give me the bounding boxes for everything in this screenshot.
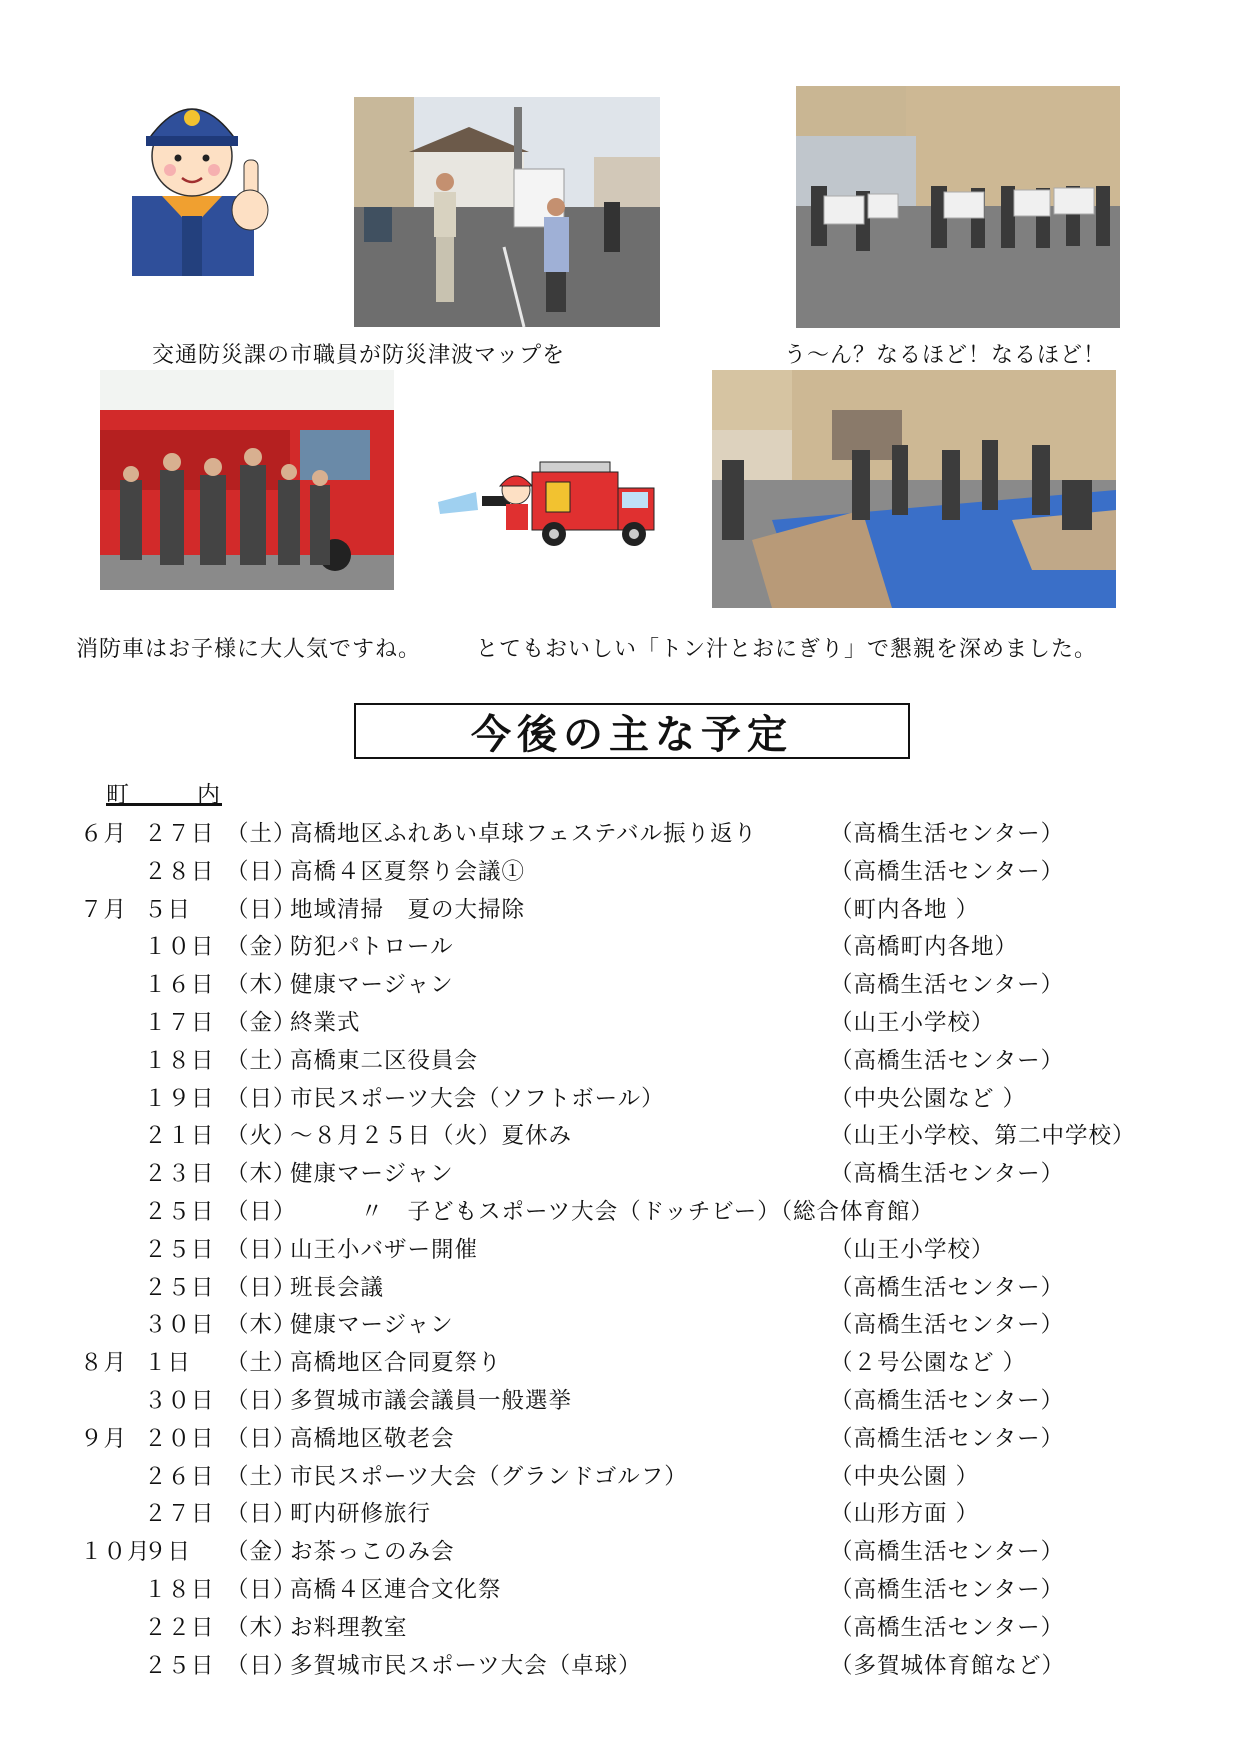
- schedule-event: 高橋地区合同夏祭り: [290, 1350, 502, 1377]
- schedule-place: （高橋生活センター）: [830, 1425, 1065, 1452]
- section-label-part-a: 町: [106, 782, 129, 808]
- schedule-place: （高橋生活センター）: [830, 1614, 1065, 1641]
- schedule-event: 〃 子どもスポーツ大会（ドッチビー）（総合体育館）: [290, 1198, 935, 1225]
- schedule-day: ２２日: [144, 1614, 215, 1641]
- schedule-day: ３０日: [144, 1312, 215, 1339]
- schedule-weekday: （日）: [226, 1652, 297, 1679]
- schedule-place: （高橋生活センター）: [830, 1387, 1065, 1414]
- schedule-day: ２５日: [144, 1198, 215, 1225]
- schedule-weekday: （金）: [226, 934, 297, 961]
- schedule-event: 高橋４区連合文化祭: [290, 1576, 502, 1603]
- schedule-event: 多賀城市民スポーツ大会（卓球）: [290, 1652, 642, 1679]
- schedule-event: 多賀城市議会議員一般選挙: [290, 1387, 573, 1414]
- schedule-day: １９日: [144, 1085, 215, 1112]
- schedule-event: 健康マージャン: [290, 1312, 454, 1339]
- schedule-month: ７月: [80, 896, 128, 923]
- schedule-place: （町内各地 ）: [830, 896, 980, 923]
- schedule-weekday: （日）: [226, 1085, 297, 1112]
- schedule-weekday: （日）: [226, 858, 297, 885]
- schedule-event: 防犯パトロール: [290, 934, 454, 961]
- schedule-day: １日: [144, 1350, 192, 1377]
- schedule-place: （２号公園など ）: [830, 1350, 1027, 1377]
- schedule-row: [80, 1345, 1160, 1383]
- schedule-row: [80, 1270, 1160, 1308]
- schedule-day: ２０日: [144, 1425, 215, 1452]
- schedule-day: ５日: [144, 896, 192, 923]
- schedule-weekday: （日）: [226, 1236, 297, 1263]
- schedule-row: [80, 1118, 1160, 1156]
- schedule-event: 市民スポーツ大会（ソフトボール）: [290, 1085, 665, 1112]
- schedule-weekday: （土）: [226, 821, 297, 847]
- photo-residents-reading-maps: [796, 86, 1120, 328]
- section-label-part-b: 内: [197, 782, 220, 808]
- schedule-day: ２３日: [144, 1161, 215, 1188]
- schedule-place: （高橋生活センター）: [830, 1047, 1065, 1074]
- schedule-event: 終業式: [290, 1009, 361, 1036]
- schedule-weekday: （日）: [226, 1198, 297, 1225]
- schedule-day: ２５日: [144, 1236, 215, 1263]
- schedule-place: （高橋生活センター）: [830, 1274, 1065, 1301]
- schedule-place: （中央公園など ）: [830, 1085, 1027, 1112]
- schedule-place: （中央公園 ）: [830, 1463, 980, 1490]
- schedule-row: [80, 1610, 1160, 1648]
- schedule-event: お茶っこのみ会: [290, 1539, 455, 1566]
- schedule-list: [80, 816, 1160, 1685]
- schedule-place: （山王小学校）: [830, 1236, 995, 1263]
- schedule-weekday: （土）: [226, 1047, 297, 1074]
- schedule-event: 班長会議: [290, 1274, 385, 1301]
- schedule-row: [80, 892, 1160, 930]
- schedule-weekday: （日）: [226, 1501, 297, 1528]
- schedule-event: 高橋４区夏祭り会議①: [290, 858, 526, 885]
- schedule-weekday: （土）: [226, 1350, 297, 1377]
- schedule-row: [80, 1648, 1160, 1686]
- schedule-row: [80, 967, 1160, 1005]
- schedule-row: [80, 816, 1160, 854]
- schedule-weekday: （木）: [226, 1312, 297, 1339]
- schedule-place: （山形方面 ）: [830, 1501, 980, 1528]
- schedule-place: （高橋生活センター）: [830, 1161, 1065, 1188]
- schedule-weekday: （火）: [226, 1123, 297, 1150]
- caption-staff-map: 交通防災課の市職員が防災津波マップを: [152, 343, 566, 368]
- fire-engine-illustration: [436, 452, 662, 552]
- schedule-row: [80, 1156, 1160, 1194]
- schedule-row: [80, 929, 1160, 967]
- schedule-place: （山王小学校）: [830, 1009, 995, 1036]
- schedule-day: ３０日: [144, 1387, 215, 1414]
- schedule-place: （高橋生活センター）: [830, 858, 1065, 885]
- schedule-weekday: （日）: [226, 1274, 297, 1301]
- schedule-event: お料理教室: [290, 1614, 408, 1641]
- section-label-chonai: [106, 776, 222, 806]
- caption-firetruck: 消防車はお子様に大人気ですね。: [76, 637, 422, 662]
- schedule-weekday: （金）: [226, 1009, 297, 1036]
- schedule-day: ９日: [144, 1539, 192, 1566]
- schedule-event: 高橋地区ふれあい卓球フェステバル振り返り: [290, 821, 758, 847]
- photo-staff-showing-map: [354, 97, 660, 327]
- schedule-row: [80, 1459, 1160, 1497]
- schedule-weekday: （木）: [226, 1161, 297, 1188]
- schedule-day: １０日: [144, 934, 215, 961]
- photo-firetruck-children: [100, 370, 394, 590]
- schedule-row: [80, 1383, 1160, 1421]
- caption-tonjiru: とてもおいしい「トン汁とおにぎり」で懇親を深めました。: [476, 637, 1098, 662]
- schedule-day: １６日: [144, 972, 215, 999]
- schedule-month: １０月: [80, 1539, 151, 1566]
- schedule-row: [80, 1421, 1160, 1459]
- schedule-event: 高橋地区敬老会: [290, 1425, 455, 1452]
- schedule-weekday: （金）: [226, 1539, 297, 1566]
- schedule-weekday: （日）: [226, 1576, 297, 1603]
- schedule-row: [80, 1232, 1160, 1270]
- schedule-day: ２５日: [144, 1274, 215, 1301]
- schedule-month: ９月: [80, 1425, 128, 1452]
- schedule-day: ２５日: [144, 1652, 215, 1679]
- schedule-event: 地域清掃 夏の大掃除: [290, 896, 526, 923]
- schedule-event: 健康マージャン: [290, 972, 454, 999]
- schedule-row: [80, 1496, 1160, 1534]
- schedule-weekday: （日）: [226, 1425, 297, 1452]
- schedule-day: ２７日: [144, 1501, 215, 1528]
- schedule-weekday: （土）: [226, 1463, 297, 1490]
- schedule-place: （高橋生活センター）: [830, 1312, 1065, 1339]
- schedule-day: １８日: [144, 1047, 215, 1074]
- schedule-row: [80, 1534, 1160, 1572]
- schedule-row: [80, 1307, 1160, 1345]
- schedule-weekday: （木）: [226, 1614, 297, 1641]
- schedule-day: ２７日: [144, 821, 215, 847]
- schedule-place: （多賀城体育館など）: [830, 1652, 1066, 1679]
- schedule-place: （山王小学校、第二中学校）: [830, 1123, 1136, 1150]
- photo-tonjiru-gathering: [712, 370, 1116, 608]
- schedule-event: 高橋東二区役員会: [290, 1047, 479, 1074]
- caption-naruhodo: う～ん？なるほど！なるほど！: [784, 343, 1107, 368]
- schedule-place: （高橋生活センター）: [830, 821, 1065, 847]
- schedule-event: 山王小バザー開催: [290, 1236, 479, 1263]
- schedule-day: ２６日: [144, 1463, 215, 1490]
- schedule-row: [80, 1081, 1160, 1119]
- schedule-month: ６月: [80, 821, 128, 847]
- schedule-weekday: （木）: [226, 972, 297, 999]
- schedule-title: 今後の主な予定: [354, 703, 910, 759]
- schedule-row: [80, 1043, 1160, 1081]
- schedule-weekday: （日）: [226, 896, 297, 923]
- schedule-row: [80, 1005, 1160, 1043]
- firefighter-mascot-illustration: [132, 88, 282, 276]
- schedule-place: （高橋生活センター）: [830, 1576, 1065, 1603]
- schedule-row: [80, 1194, 1160, 1232]
- schedule-event: 町内研修旅行: [290, 1501, 432, 1528]
- schedule-event: ～８月２５日（火）夏休み: [290, 1123, 573, 1150]
- schedule-place: （高橋生活センター）: [830, 972, 1065, 999]
- schedule-place: （高橋生活センター）: [830, 1539, 1065, 1566]
- schedule-row: [80, 1572, 1160, 1610]
- schedule-event: 健康マージャン: [290, 1161, 454, 1188]
- schedule-event: 市民スポーツ大会（グランドゴルフ）: [290, 1463, 688, 1490]
- schedule-day: ２１日: [144, 1123, 215, 1150]
- schedule-month: ８月: [80, 1350, 128, 1377]
- schedule-weekday: （日）: [226, 1387, 297, 1414]
- schedule-day: ２８日: [144, 858, 215, 885]
- schedule-day: １７日: [144, 1009, 215, 1036]
- schedule-day: １８日: [144, 1576, 215, 1603]
- schedule-place: （高橋町内各地）: [830, 934, 1019, 961]
- schedule-row: [80, 854, 1160, 892]
